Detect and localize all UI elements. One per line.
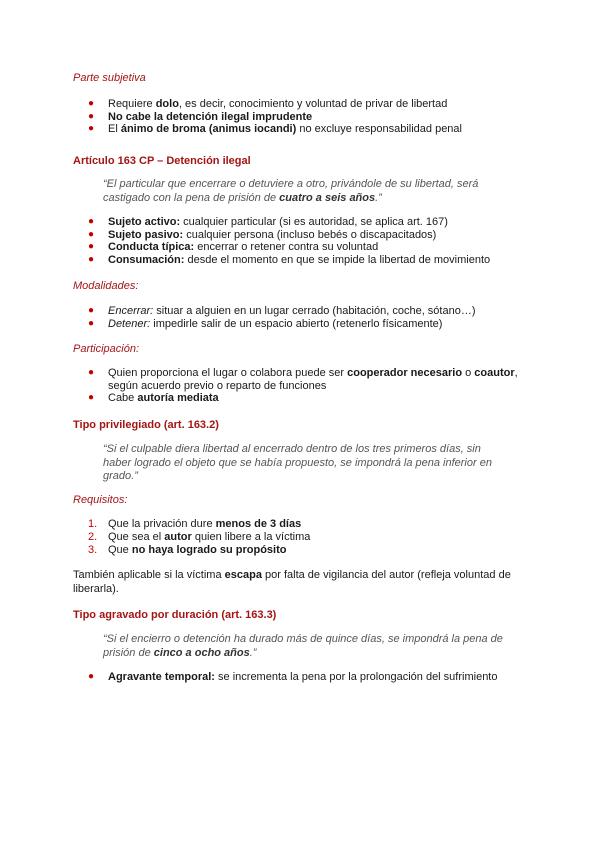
- bullet-icon: ●: [88, 123, 95, 134]
- list-item: ● No cabe la detención ilegal imprudente: [88, 110, 313, 123]
- list-modalidades: [88, 305, 476, 330]
- bullet-icon: ●: [88, 367, 95, 378]
- list-item: ● El ánimo de broma (animus iocandi) no excluye responsabilidad penal: [88, 123, 462, 135]
- quote-tipo-privilegiado: “Si el culpable diera libertad al encerrado dentro de los tres primeros días, sin haber logrado el objeto que se había propuesto, se impondrá la pena inferior en grado.”: [103, 443, 492, 482]
- quote-articulo-163: “El particular que encerrare o detuviere a otro, privándole de su libertad, será castigado con la pena de prisión de cuatro a seis años.”: [103, 178, 479, 204]
- heading-articulo-163: Artículo 163 CP – Detención ilegal: [73, 155, 251, 167]
- heading-parte-subjetiva: Parte subjetiva: [73, 72, 146, 84]
- list-item: ● Quien proporciona el lugar o colabora puede ser cooperador necesario o coautor, según acuerdo previo o reparto de funciones: [88, 367, 518, 392]
- list-item: ● Cabe autoría mediata: [88, 392, 219, 404]
- list-articulo-163: [88, 216, 490, 266]
- heading-requisitos: Requisitos:: [73, 494, 128, 506]
- paragraph-escapa: También aplicable si la víctima escapa por falta de vigilancia del autor (refleja voluntad de liberarla).: [73, 569, 511, 595]
- heading-modalidades: Modalidades:: [73, 280, 139, 292]
- list-item: ● Agravante temporal: se incrementa la pena por la prolongación del sufrimiento: [88, 671, 498, 683]
- list-tipo-agravado: [88, 671, 497, 684]
- heading-participacion: Participación:: [73, 343, 140, 355]
- bullet-icon: ●: [88, 241, 95, 252]
- list-requisitos: [88, 518, 310, 557]
- list-parte-subjetiva: [88, 98, 462, 136]
- list-item: 1. Que la privación dure menos de 3 días: [88, 518, 302, 530]
- bullet-icon: ●: [88, 392, 95, 403]
- list-item: 3. Que no haya logrado su propósito: [88, 544, 287, 556]
- list-item: ● Conducta típica: encerrar o retener contra su voluntad: [88, 241, 379, 253]
- bullet-icon: ●: [88, 671, 95, 682]
- heading-tipo-privilegiado: Tipo privilegiado (art. 163.2): [73, 419, 219, 431]
- list-item: ● Sujeto pasivo: cualquier persona (incluso bebés o discapacitados): [88, 228, 437, 241]
- bullet-icon: ●: [88, 305, 95, 316]
- list-item: ● Requiere dolo, es decir, conocimiento y voluntad de privar de libertad: [88, 98, 448, 110]
- bullet-icon: ●: [88, 228, 95, 240]
- heading-tipo-agravado: Tipo agravado por duración (art. 163.3): [73, 609, 277, 621]
- list-item: ● Detener: impedirle salir de un espacio abierto (retenerlo físicamente): [88, 317, 443, 330]
- bullet-icon: ●: [88, 216, 95, 227]
- list-item: ● Consumación: desde el momento en que se impide la libertad de movimiento: [88, 253, 491, 266]
- bullet-icon: ●: [88, 98, 95, 109]
- bullet-icon: ●: [88, 317, 95, 329]
- list-item: ● Encerrar: situar a alguien en un lugar cerrado (habitación, coche, sótano…): [88, 305, 476, 317]
- list-participacion: [88, 367, 528, 405]
- list-item: ● Sujeto activo: cualquier particular (si es autoridad, se aplica art. 167): [88, 216, 448, 228]
- list-item: 2. Que sea el autor quien libere a la víctima: [88, 531, 311, 543]
- bullet-icon: ●: [88, 110, 95, 122]
- quote-tipo-agravado: “Si el encierro o detención ha durado más de quince días, se impondrá la pena de prisión de cinco a ocho años.”: [103, 633, 503, 659]
- bullet-icon: ●: [88, 253, 95, 265]
